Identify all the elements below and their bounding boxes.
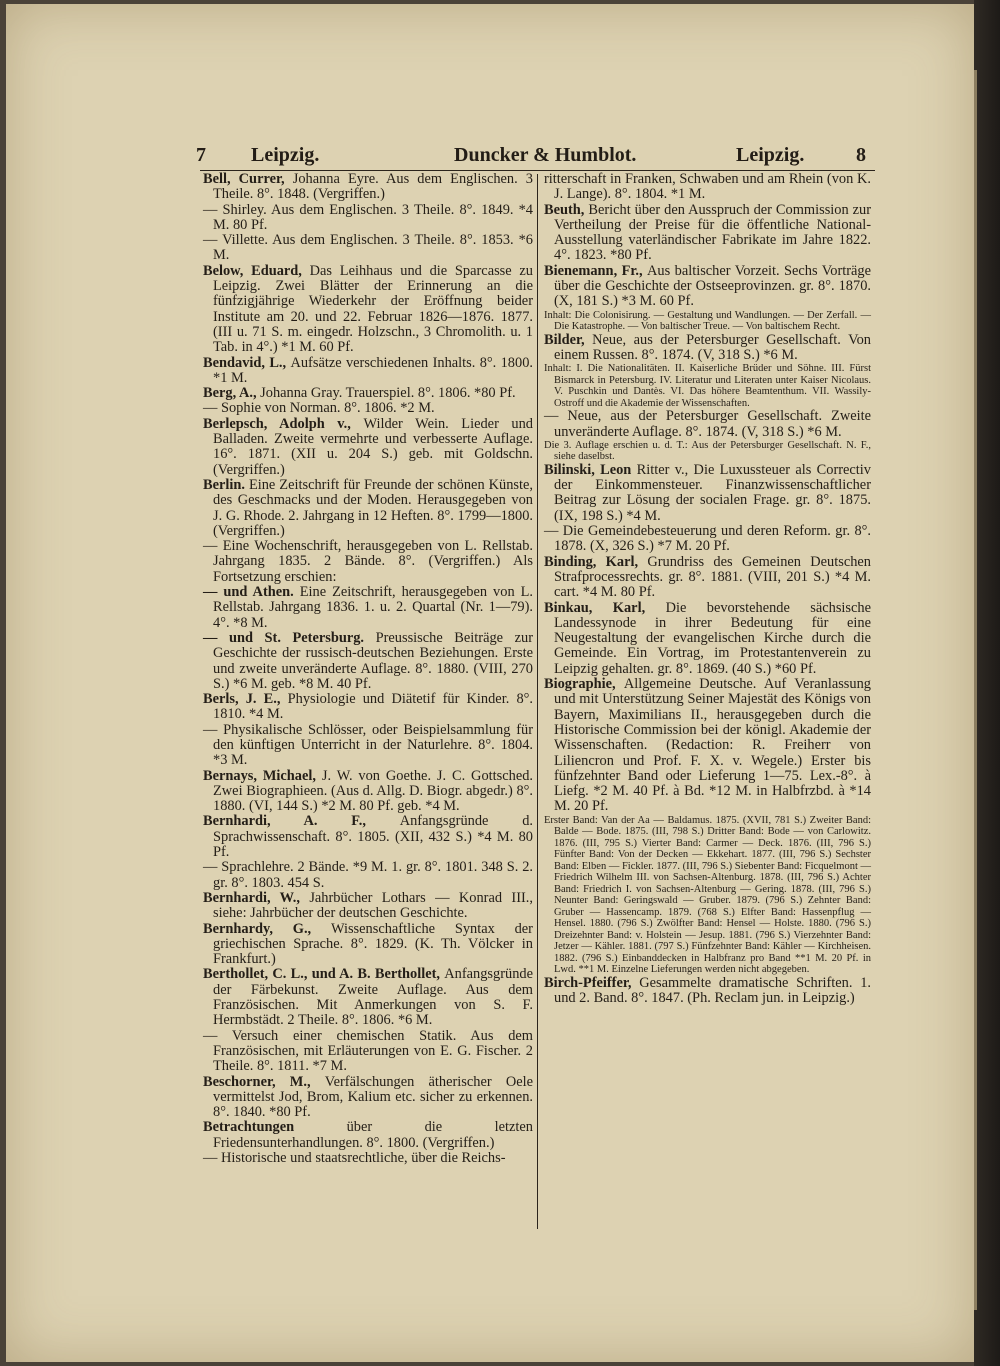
- catalog-entry: [544, 555, 871, 601]
- entry-author: Bernhardi, A. F.,: [203, 813, 400, 830]
- entry-text: — Sophie von Norman. 8°. 1806. *2 M.: [203, 400, 435, 417]
- entry-text: Die bevorstehende sächsische Landessynode in ihrer Bedeutung für eine Neugestaltung der evangelischen Kirche durch die Gemeinde. Ein Vortrag, im Protestantenverein zu Leipzig gehalten. gr. 8°. 1869. (40 S.) *60 Pf.: [554, 599, 872, 677]
- entry-text: Grundriss des Gemeinen Deutschen Strafprocessrechts. gr. 8°. 1881. (VIII, 201 S.) *4 M. cart. *4 M. 80 Pf.: [554, 553, 871, 601]
- entry-author: Birch-Pfeiffer,: [544, 974, 640, 991]
- catalog-entry: [203, 417, 533, 478]
- entry-author: Beschorner, M.,: [203, 1073, 325, 1090]
- entry-text: — Villette. Aus dem Englischen. 3 Theile. 8°. 1853. *6 M.: [203, 232, 533, 264]
- column-divider: [537, 174, 538, 1229]
- catalog-entry: [203, 692, 533, 723]
- entry-text: Eine Zeitschrift für Freunde der schönen Künste, des Geschmacks und der Moden. Herausgegeben von J. G. Rhode. 2. Jahrgang in 12 Heften. 8°. 1799—1800. (Vergriffen.): [213, 476, 533, 539]
- catalog-entry: [203, 264, 533, 356]
- catalog-entry: [203, 723, 533, 769]
- catalog-entry: [544, 203, 871, 264]
- entry-text: Verfälschungen ätherischer Oele vermittelst Jod, Brom, Kalium etc. sicher zu erkennen. 8°. 1840. *80 Pf.: [213, 1073, 533, 1121]
- city-right: Leipzig.: [736, 144, 805, 166]
- catalog-entry: [203, 401, 533, 416]
- catalog-entry: [203, 769, 533, 815]
- entry-text: Das Leihhaus und die Sparcasse zu Leipzig. Zwei Blätter der Erinnerung an die fünfzigjährige Wiederkehr der Eröffnung beider Institute am 20. und 22. Februar 1826—1876. 1877. (III u. 71 S. m. eingedr. Holzschn., 3 Chromolith. u. 1 Tab. in 4°.) *1 M. 60 Pf.: [213, 262, 534, 356]
- entry-author: Bilder,: [544, 331, 593, 348]
- entry-text: Wilder Wein. Lieder und Balladen. Zweite vermehrte und verbesserte Auflage. 16°. 1871. (XII u. 204 S.) geb. mit Goldschn. (Vergriffen.): [213, 415, 534, 478]
- entry-author: Bernhardy, G.,: [203, 920, 331, 937]
- page-number-left: 7: [196, 144, 206, 166]
- page-header: [196, 144, 878, 170]
- entry-note: Inhalt: Die Colonisirung. — Gestaltung und Wandlungen. — Der Zerfall. — Die Katastrophe. — Von baltischer Treue. — Von baltischem Recht.: [544, 309, 871, 333]
- entry-author: Berthollet, C. L., und A. B. Berthollet,: [203, 966, 445, 983]
- entry-note: Inhalt: I. Die Nationalitäten. II. Kaiserliche Brüder und Söhne. III. Fürst Bismarck in Petersburg. IV. Literatur und Literaten unter Kaiser Nicolaus. V. Puschkin und Dantès. VI. Das höhere Beamtenthum. VII. Wassily-Ostroff und die Akademie der Wissenschaften.: [544, 363, 871, 409]
- city-left: Leipzig.: [251, 144, 320, 166]
- entry-text: Allgemeine Deutsche. Auf Veranlassung und mit Unterstützung Seiner Majestät des Königs von Bayern, Maximilians II., herausgegeben durch die Historische Commission bei der königl. Akademie der Wissenschaften. (Redaction: R. Freiherr von Liliencron und Prof. F. X. v. Wegele.) Erster bis fünfzehnter Band oder Lieferung 1—75. Lex.-8°. à Liefg. *2 M. 40 Pf. à Bd. *12 M. in Halbfrzbd. à *14 M. 20 Pf.: [554, 676, 871, 815]
- entry-text: Preussische Beiträge zur Geschichte der russisch-deutschen Beziehungen. Erste und zweite unveränderte Auflage. 8°. 1880. (VIII, 270 S.) *6 M. geb. *8 M. 40 Pf.: [213, 629, 533, 692]
- catalog-entry: [544, 463, 871, 524]
- entry-author: Berlin.: [203, 476, 249, 493]
- entry-text: über die letzten Friedensunterhandlungen. 8°. 1800. (Vergriffen.): [213, 1119, 533, 1151]
- catalog-entry: [203, 1151, 533, 1166]
- entry-text: Bericht über den Ausspruch der Commission zur Vertheilung der Preise für die öffentliche National-Ausstellung vaterländischer Fabrikate im Jahre 1822. 4°. 1823. *80 Pf.: [554, 201, 872, 264]
- entry-author: Bilinski, Leon: [544, 461, 637, 478]
- entry-author: Binding, Karl,: [544, 553, 648, 570]
- publisher-name: Duncker & Humblot.: [454, 144, 637, 166]
- entry-text: Gesammelte dramatische Schriften. 1. und 2. Band. 8°. 1847. (Ph. Reclam jun. in Leipzig.): [554, 974, 871, 1006]
- left-column: [203, 172, 533, 1166]
- entry-text: — Versuch einer chemischen Statik. Aus dem Französischen, mit Erläuterungen von E. G. Fischer. 2 Theile. 8°. 1811. *7 M.: [203, 1027, 533, 1075]
- entry-note: Erster Band: Van der Aa — Baldamus. 1875. (XVII, 781 S.) Zweiter Band: Balde — Bode. 1875. (III, 798 S.) Dritter Band: Bode — von Carlowitz. 1876. (III, 795 S.) Vierter Band: Carmer — Deck. 1876. (III, 796 S.) Fünfter Band: Von der Decken — Ekkehart. 1877. (III, 796 S.) Sechster Band: Elben — Fickler. 1877. (III, 796 S.) Siebenter Band: Ficquelmont — Friedrich Wilhelm III. von Sachsen-Altenburg. 1878. (III, 796 S.) Achter Band: Friedrich I. von Sachsen-Altenburg — Gering. 1878. (III, 796 S.) Neunter Band: Geringswald — Gruber. 1879. (796 S.) Zehnter Band: Gruber — Hassencamp. 1879. (768 S.) Elfter Band: Hassenpflug — Hensel. 1880. (796 S.) Zwölfter Band: Hensel — Holste. 1880. (796 S.) Dreizehnter Band: v. Holstein — Jesup. 1881. (796 S.) Vierzehnter Band: Jetzer — Kähler. 1881. (797 S.) Fünfzehnter Band: Kähler — Kirchheisen. 1882. (796 S.) Einbanddecken in Halbfranz pro Band **1 M. 20 Pf. in Lwd. **1 M. Einzelne Lieferungen werden nicht abgegeben.: [544, 814, 871, 976]
- entry-author: Berg, A.,: [203, 385, 261, 402]
- catalog-entry: [203, 1075, 533, 1121]
- entry-text: Neue, aus der Petersburger Gesellschaft. Von einem Russen. 8°. 1874. (V, 318 S.) *6 M.: [554, 331, 871, 363]
- book-edge: [974, 0, 1000, 1366]
- entry-author: Bienemann, Fr.,: [544, 262, 648, 279]
- entry-text: Aufsätze verschiedenen Inhalts. 8°. 1800. *1 M.: [213, 354, 533, 386]
- page-number-right: 8: [856, 144, 866, 166]
- entry-author: Biographie,: [544, 676, 624, 693]
- entry-author: Betrachtungen: [203, 1119, 347, 1136]
- catalog-entry: [544, 677, 871, 815]
- entry-author: — und St. Petersburg.: [203, 629, 376, 646]
- catalog-entry: [544, 601, 871, 677]
- catalog-entry: [544, 333, 871, 364]
- catalog-entry: [203, 1029, 533, 1075]
- catalog-entry: [203, 539, 533, 585]
- entry-text: Anfangsgründe der Färbekunst. Zweite Auflage. Aus dem Französischen. Mit Anmerkungen von S. F. Hermbstädt. 2 Theile. 8°. 1806. *6 M.: [213, 966, 533, 1029]
- catalog-entry: [544, 524, 871, 555]
- catalog-entry: [544, 264, 871, 310]
- entry-text: Eine Zeitschrift, herausgegeben von L. Rellstab. Jahrgang 1836. 1. u. 2. Quartal (Nr. 1—79). 4°. *8 M.: [213, 584, 533, 631]
- catalog-entry: [203, 233, 533, 264]
- catalog-entry: [544, 976, 871, 1007]
- catalog-entry: [203, 891, 533, 922]
- catalog-entry: [203, 922, 533, 968]
- entry-text: — Physikalische Schlösser, oder Beispielsammlung für den künftigen Unterricht in der Naturlehre. 8°. 1804. *3 M.: [203, 721, 533, 769]
- entry-text: Jahrbücher Lothars — Konrad III., siehe: Jahrbücher der deutschen Geschichte.: [213, 889, 533, 922]
- entry-author: Beuth,: [544, 201, 589, 218]
- catalog-entry: [203, 1120, 533, 1151]
- entry-author: Berls, J. E.,: [203, 691, 288, 708]
- entry-text: — Neue, aus der Petersburger Gesellschaft. Zweite unveränderte Auflage. 8°. 1874. (V, 318 S.) *6 M.: [544, 408, 871, 440]
- entry-text: Johanna Eyre. Aus dem Englischen. 3 Theile. 8°. 1848. (Vergriffen.): [213, 171, 533, 203]
- catalog-entry: [203, 585, 533, 631]
- catalog-entry: [203, 478, 533, 539]
- entry-author: Berlepsch, Adolph v.,: [203, 415, 364, 432]
- catalog-entry: [203, 203, 533, 234]
- entry-author: Bell, Currer,: [203, 171, 293, 187]
- catalog-entry: [203, 386, 533, 401]
- catalog-page: [6, 4, 974, 1362]
- catalog-entry: [203, 172, 533, 203]
- entry-text: J. W. von Goethe. J. C. Gottsched. Zwei Biographieen. (Aus d. Allg. D. Biogr. abgedr.) 8°. 1880. (VI, 144 S.) *2 M. 80 Pf. geb. *4 M.: [213, 767, 534, 815]
- entry-author: Below, Eduard,: [203, 262, 310, 279]
- entry-text: — Die Gemeindebesteuerung und deren Reform. gr. 8°. 1878. (X, 326 S.) *7 M. 20 Pf.: [544, 523, 871, 555]
- entry-author: Bernhardi, W.,: [203, 889, 310, 906]
- entry-text: Johanna Gray. Trauerspiel. 8°. 1806. *80 Pf.: [260, 385, 516, 402]
- catalog-entry: [203, 631, 533, 692]
- entry-author: — und Athen.: [203, 584, 300, 601]
- entry-text: Ritter v., Die Luxussteuer als Correctiv der Einkommensteuer. Finanzwissenschaftlicher Beitrag zur Lösung der socialen Frage. gr. 8°. 1875. (IX, 198 S.) *4 M.: [554, 461, 871, 524]
- entry-text: Wissenschaftliche Syntax der griechischen Sprache. 8°. 1829. (K. Th. Völcker in Frankfurt.): [213, 920, 533, 968]
- entry-text: ritterschaft in Franken, Schwaben und am Rhein (von K. J. Lange). 8°. 1804. *1 M.: [544, 171, 871, 203]
- entry-author: Binkau, Karl,: [544, 599, 666, 616]
- catalog-entry: [544, 172, 871, 203]
- entry-note: Die 3. Auflage erschien u. d. T.: Aus der Petersburger Gesellschaft. N. F., siehe daselbst.: [544, 439, 871, 463]
- catalog-entry: [203, 967, 533, 1028]
- catalog-entry: [544, 409, 871, 440]
- right-column: [544, 172, 871, 1006]
- entry-text: Aus baltischer Vorzeit. Sechs Vorträge über die Geschichte der Ostseeprovinzen. gr. 8°. 1870. (X, 181 S.) *3 M. 60 Pf.: [554, 262, 871, 310]
- entry-author: Bernays, Michael,: [203, 767, 322, 784]
- entry-author: Bendavid, L.,: [203, 354, 291, 371]
- catalog-entry: [203, 814, 533, 860]
- catalog-entry: [203, 860, 533, 891]
- entry-text: Physiologie und Diätetif für Kinder. 8°. 1810. *4 M.: [213, 691, 533, 723]
- catalog-entry: [203, 356, 533, 387]
- entry-text: — Eine Wochenschrift, herausgegeben von L. Rellstab. Jahrgang 1835. 2 Bände. 8°. (Vergriffen.) Als Fortsetzung erschien:: [203, 538, 533, 585]
- entry-text: — Sprachlehre. 2 Bände. *9 M. 1. gr. 8°. 1801. 348 S. 2. gr. 8°. 1803. 454 S.: [203, 859, 533, 891]
- entry-text: — Historische und staatsrechtliche, über die Reichs-: [203, 1150, 506, 1166]
- entry-text: — Shirley. Aus dem Englischen. 3 Theile. 8°. 1849. *4 M. 80 Pf.: [203, 201, 533, 233]
- entry-text: Anfangsgründe d. Sprachwissenschaft. 8°. 1805. (XII, 432 S.) *4 M. 80 Pf.: [213, 813, 533, 861]
